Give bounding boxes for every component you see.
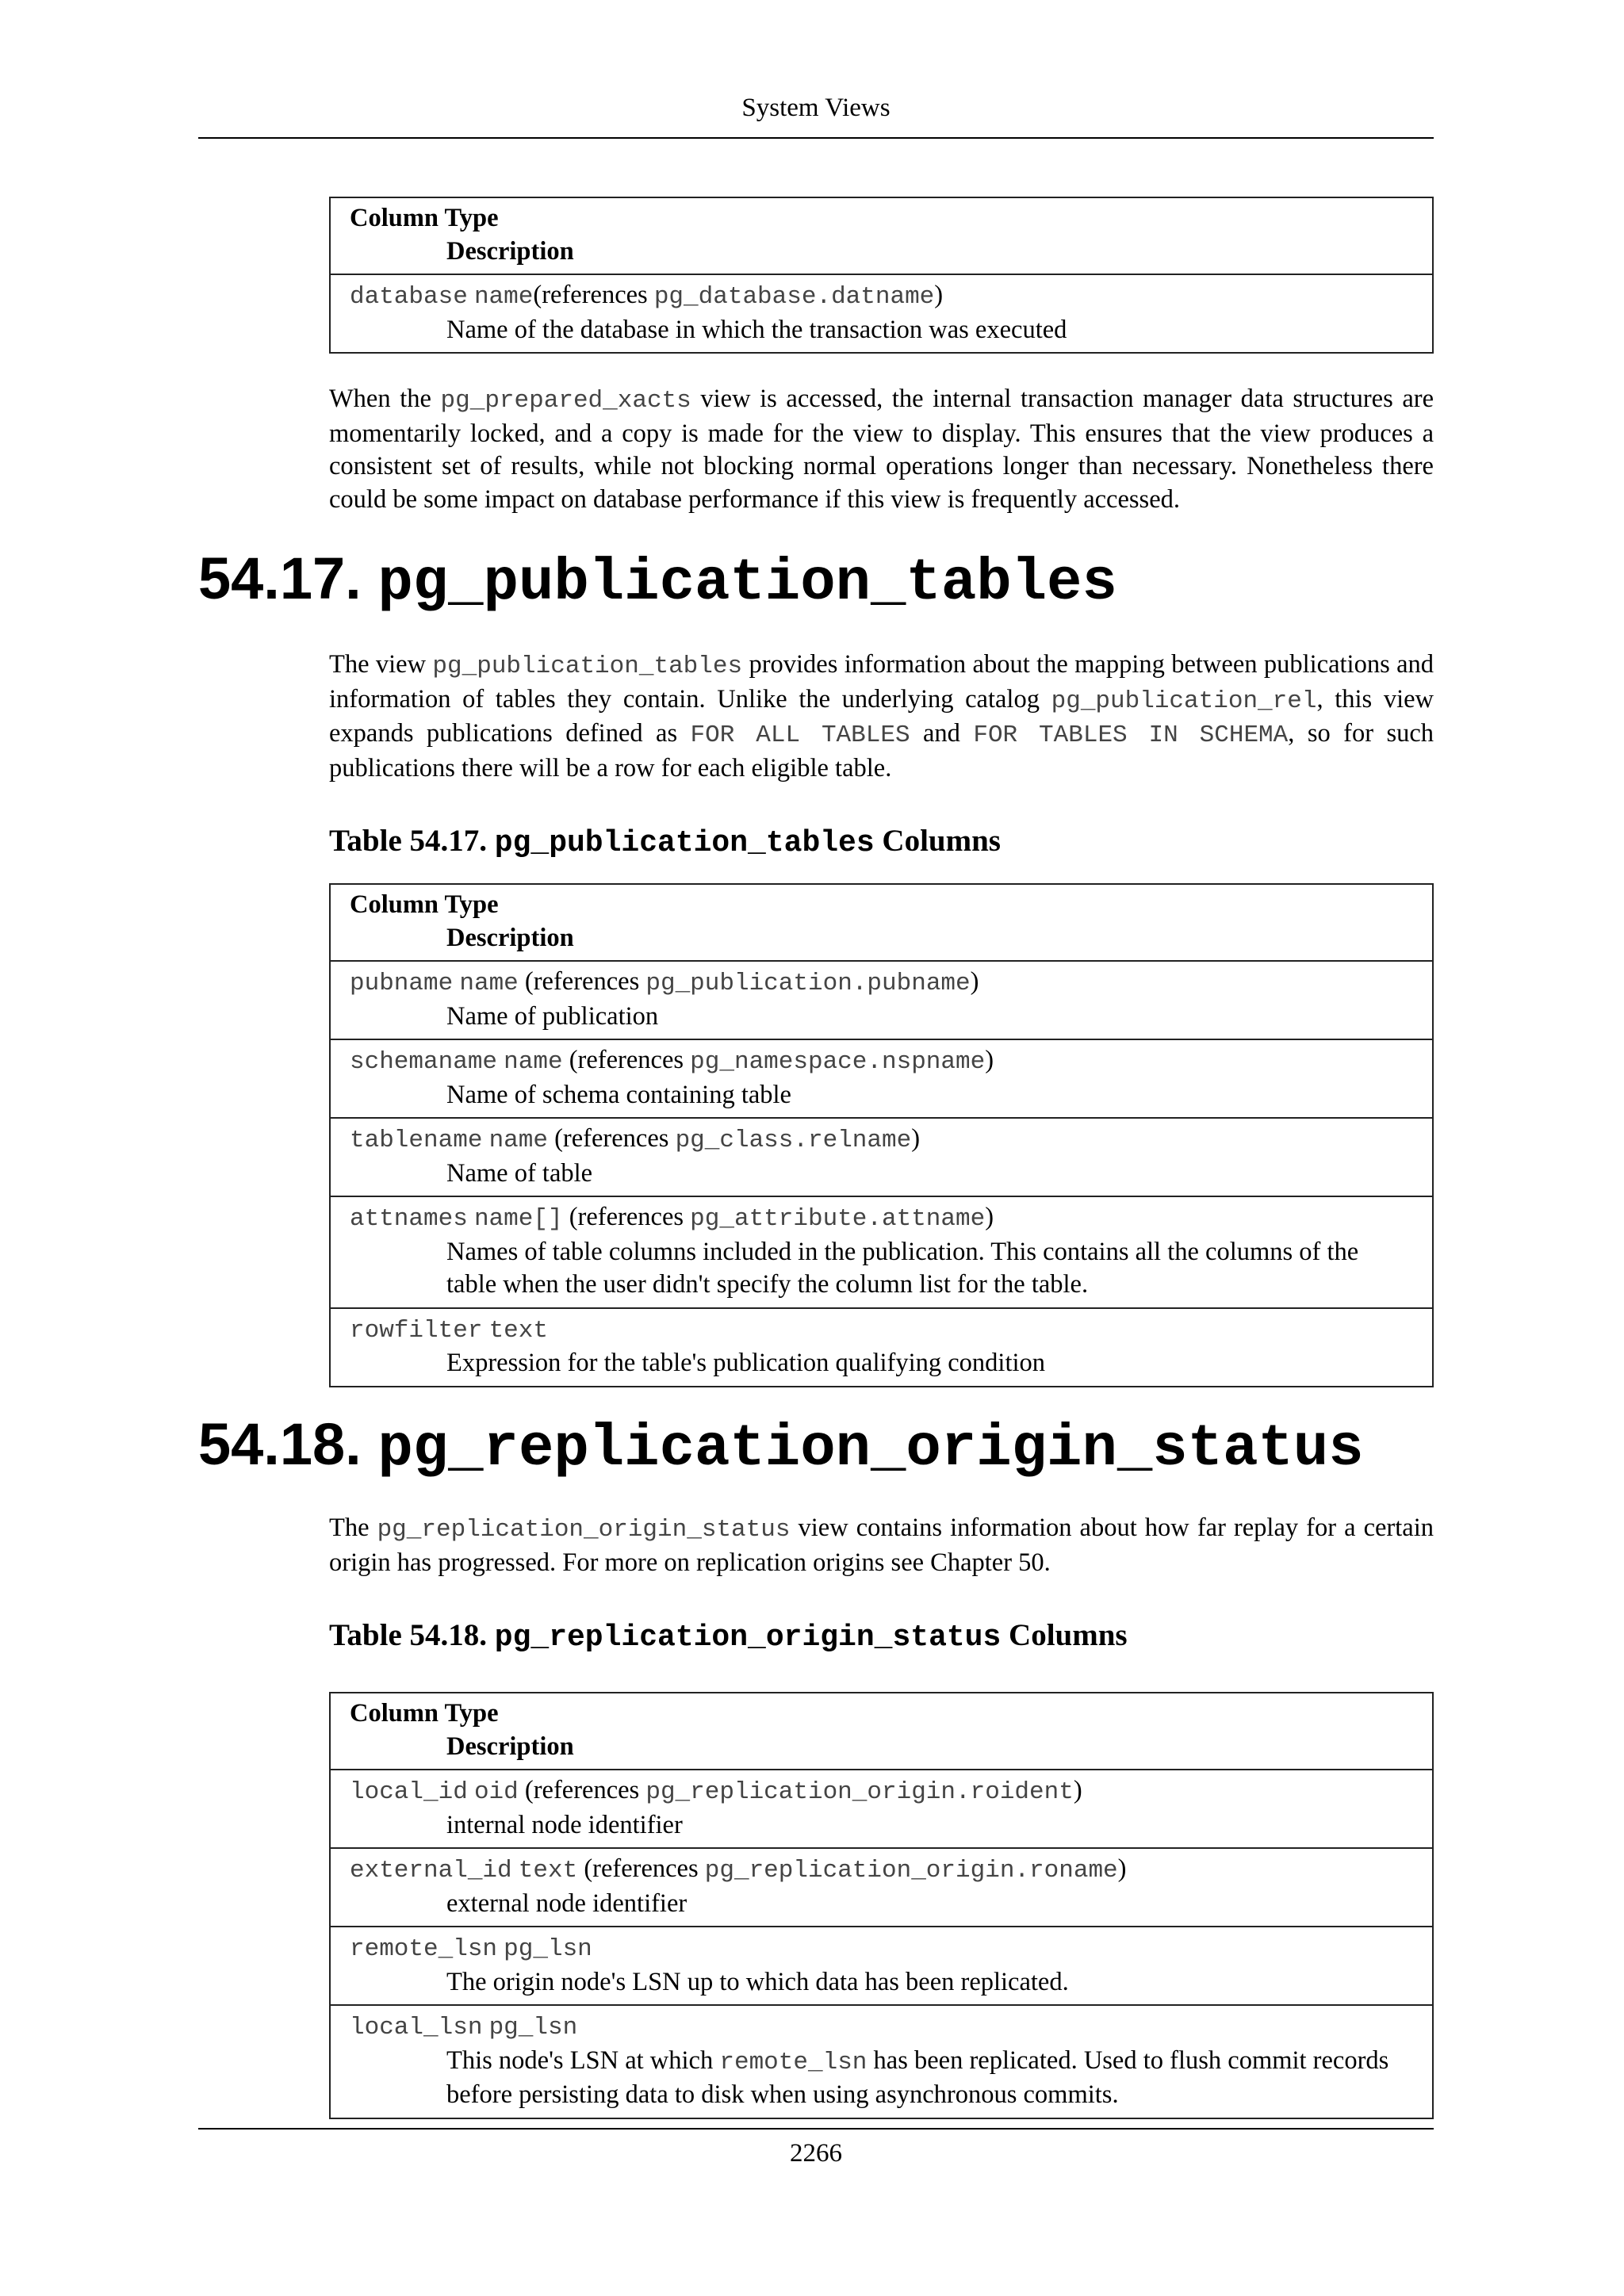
column-type: oid <box>473 1778 519 1806</box>
code-keyword: FOR TABLES IN SCHEMA <box>973 721 1289 749</box>
page-number: 2266 <box>790 2139 842 2168</box>
section-view-name: pg_replication_origin_status <box>377 1416 1364 1483</box>
section-heading-54-17 <box>198 545 1434 617</box>
column-signature <box>350 1853 1413 1888</box>
ref-suffix: ) <box>970 967 979 996</box>
reference-link[interactable]: pg_class.relname <box>675 1127 912 1154</box>
text: has been replicated. Used to flush commit records before persisting data to disk when using asynchronous commits. <box>446 2045 1389 2109</box>
column-description <box>350 2045 1413 2112</box>
column-name: attnames <box>350 1205 468 1233</box>
column-description: The origin node's LSN up to which data has been replicated. <box>446 1967 1069 1996</box>
reference-link[interactable]: pg_replication_origin.roident <box>645 1778 1074 1806</box>
code-column-ref: remote_lsn <box>719 2048 868 2076</box>
note-paragraph <box>329 383 1434 516</box>
column-description: Name of publication <box>446 1001 659 1031</box>
table-54-17-caption <box>329 823 1434 860</box>
table-row <box>330 1118 1433 1196</box>
ref-suffix: ) <box>911 1124 921 1153</box>
column-type: text <box>488 1316 548 1345</box>
column-name: local_lsn <box>350 2014 483 2042</box>
header-description: Description <box>446 236 574 266</box>
column-description: internal node identifier <box>446 1810 683 1839</box>
table-caption <box>329 1617 1434 1655</box>
ref-suffix: ) <box>1073 1776 1082 1804</box>
column-description: Expression for the table's publication qualifying condition <box>446 1349 1046 1377</box>
intro-paragraph <box>329 1512 1434 1579</box>
intro-paragraph <box>329 649 1434 785</box>
column-signature <box>350 279 1413 314</box>
column-name: external_id <box>350 1857 512 1885</box>
column-description: external node identifier <box>446 1888 688 1918</box>
text: The view <box>329 650 433 679</box>
section-number: 54.17. <box>198 545 362 611</box>
column-signature <box>350 1123 1413 1158</box>
section-number: 54.18. <box>198 1411 362 1477</box>
text: , so for such publications there will be a row for each eligible table. <box>329 719 1434 783</box>
header-column-type: Column Type <box>350 204 499 232</box>
text: , this view expands publications defined as <box>329 684 1434 748</box>
table-row <box>330 1770 1433 1848</box>
ref-prefix: (references <box>584 1854 705 1883</box>
ref-prefix: (references <box>524 967 646 996</box>
column-description: Name of table <box>446 1158 593 1188</box>
column-signature <box>350 1201 1413 1236</box>
column-signature <box>350 966 1413 1001</box>
table-row <box>330 2005 1433 2118</box>
reference-link[interactable]: pg_publication.pubname <box>645 970 971 997</box>
table-row <box>330 1927 1433 2005</box>
column-name: remote_lsn <box>350 1935 498 1963</box>
column-signature <box>350 1774 1413 1809</box>
table-row <box>330 1308 1433 1387</box>
column-name: tablename <box>350 1127 483 1154</box>
origin-status-columns-table-wrap <box>329 1692 1434 2119</box>
column-signature <box>350 1313 1413 1348</box>
caption-view-name: pg_replication_origin_status <box>494 1621 1002 1655</box>
ref-suffix: ) <box>985 1203 994 1231</box>
table-row <box>330 1196 1433 1308</box>
ref-prefix: (references <box>524 1776 646 1804</box>
header-rule <box>198 137 1434 139</box>
column-name: local_id <box>350 1778 468 1806</box>
header-description: Description <box>446 923 574 952</box>
code-keyword: FOR ALL TABLES <box>690 721 910 749</box>
page-header: System Views <box>741 94 891 122</box>
pub-tables-columns-table <box>329 883 1434 1387</box>
section-54-17-intro <box>329 649 1434 785</box>
reference-link[interactable]: pg_database.datname <box>653 283 935 311</box>
column-type: pg_lsn <box>488 2014 578 2042</box>
section-heading-54-18 <box>198 1411 1434 1483</box>
text: provides information about the mapping between publications and information of tables they contain. Unlike the underlying catalog <box>329 650 1434 714</box>
column-description: Name of schema containing table <box>446 1080 791 1109</box>
header-column-type: Column Type <box>350 890 499 919</box>
code-catalog-name: pg_publication_rel <box>1051 687 1317 715</box>
reference-link[interactable]: pg_namespace.nspname <box>690 1048 986 1076</box>
caption-suffix: Columns <box>874 824 1001 858</box>
reference-link[interactable]: pg_replication_origin.roname <box>704 1857 1118 1885</box>
text: view contains information about how far replay for a certain origin has progressed. For more on replication origins see Chapter 50. <box>329 1513 1434 1577</box>
prepared-xacts-note <box>329 383 1434 516</box>
column-name: database <box>350 283 468 311</box>
section-title <box>198 545 1434 617</box>
section-title <box>198 1411 1434 1483</box>
ref-prefix: (references <box>554 1124 676 1153</box>
text: The <box>329 1513 377 1542</box>
column-type: name <box>488 1127 548 1154</box>
table-54-18-caption <box>329 1617 1434 1655</box>
column-type: pg_lsn <box>504 1935 592 1963</box>
code-view-name: pg_prepared_xacts <box>440 387 691 415</box>
column-signature <box>350 2010 1413 2045</box>
column-type: text <box>518 1857 578 1885</box>
ref-suffix: ) <box>1117 1854 1127 1883</box>
text: When the <box>329 385 441 413</box>
reference-link[interactable]: pg_attribute.attname <box>690 1205 986 1233</box>
ref-prefix: (references <box>533 281 654 309</box>
column-name: schemaname <box>350 1048 498 1076</box>
column-type: name[] <box>473 1205 563 1233</box>
column-signature <box>350 1044 1413 1079</box>
code-view-name: pg_publication_tables <box>432 652 743 680</box>
table-header-row <box>330 1693 1433 1770</box>
caption-view-name: pg_publication_tables <box>494 826 875 860</box>
table-row <box>330 1039 1433 1118</box>
caption-prefix: Table 54.17. <box>329 824 495 858</box>
column-signature <box>350 1931 1413 1966</box>
table-caption <box>329 823 1434 860</box>
origin-status-columns-table <box>329 1692 1434 2119</box>
table-row <box>330 1848 1433 1927</box>
column-type: name <box>504 1048 563 1076</box>
column-type: name <box>459 970 519 997</box>
table-header-row <box>330 884 1433 961</box>
column-name: rowfilter <box>350 1316 483 1345</box>
column-name: pubname <box>350 970 454 997</box>
table-header-row <box>330 197 1433 274</box>
ref-suffix: ) <box>985 1046 994 1074</box>
footer-rule <box>198 2128 1434 2130</box>
ref-suffix: ) <box>934 281 944 309</box>
ref-prefix: (references <box>569 1203 691 1231</box>
header-column-type: Column Type <box>350 1699 499 1728</box>
ref-prefix: (references <box>569 1046 691 1074</box>
pub-tables-columns-table-wrap <box>329 883 1434 1387</box>
text: view is accessed, the internal transaction manager data structures are momentarily locked, and a copy is made for the view to display. This ensures that the view produces a consistent set of results, while not blocking normal operations longer than necessary. Nonetheless there could be some impact on database performance if this view is frequently accessed. <box>329 385 1434 514</box>
table-row <box>330 274 1433 353</box>
text: This node's LSN at which <box>446 2045 720 2075</box>
table-row <box>330 961 1433 1039</box>
text: and <box>910 719 974 748</box>
caption-prefix: Table 54.18. <box>329 1618 495 1652</box>
section-54-18-intro <box>329 1512 1434 1579</box>
column-type: name <box>473 283 534 311</box>
column-description: Name of the database in which the transaction was executed <box>446 315 1067 344</box>
section-view-name: pg_publication_tables <box>377 550 1117 617</box>
header-description: Description <box>446 1732 574 1761</box>
caption-suffix: Columns <box>1001 1618 1128 1652</box>
code-view-name: pg_replication_origin_status <box>377 1516 791 1544</box>
column-description: Names of table columns included in the publication. This contains all the columns of the table when the user didn't specify the column list for the table. <box>446 1237 1359 1299</box>
prev-columns-table-wrap <box>329 197 1434 354</box>
prev-columns-table <box>329 197 1434 354</box>
